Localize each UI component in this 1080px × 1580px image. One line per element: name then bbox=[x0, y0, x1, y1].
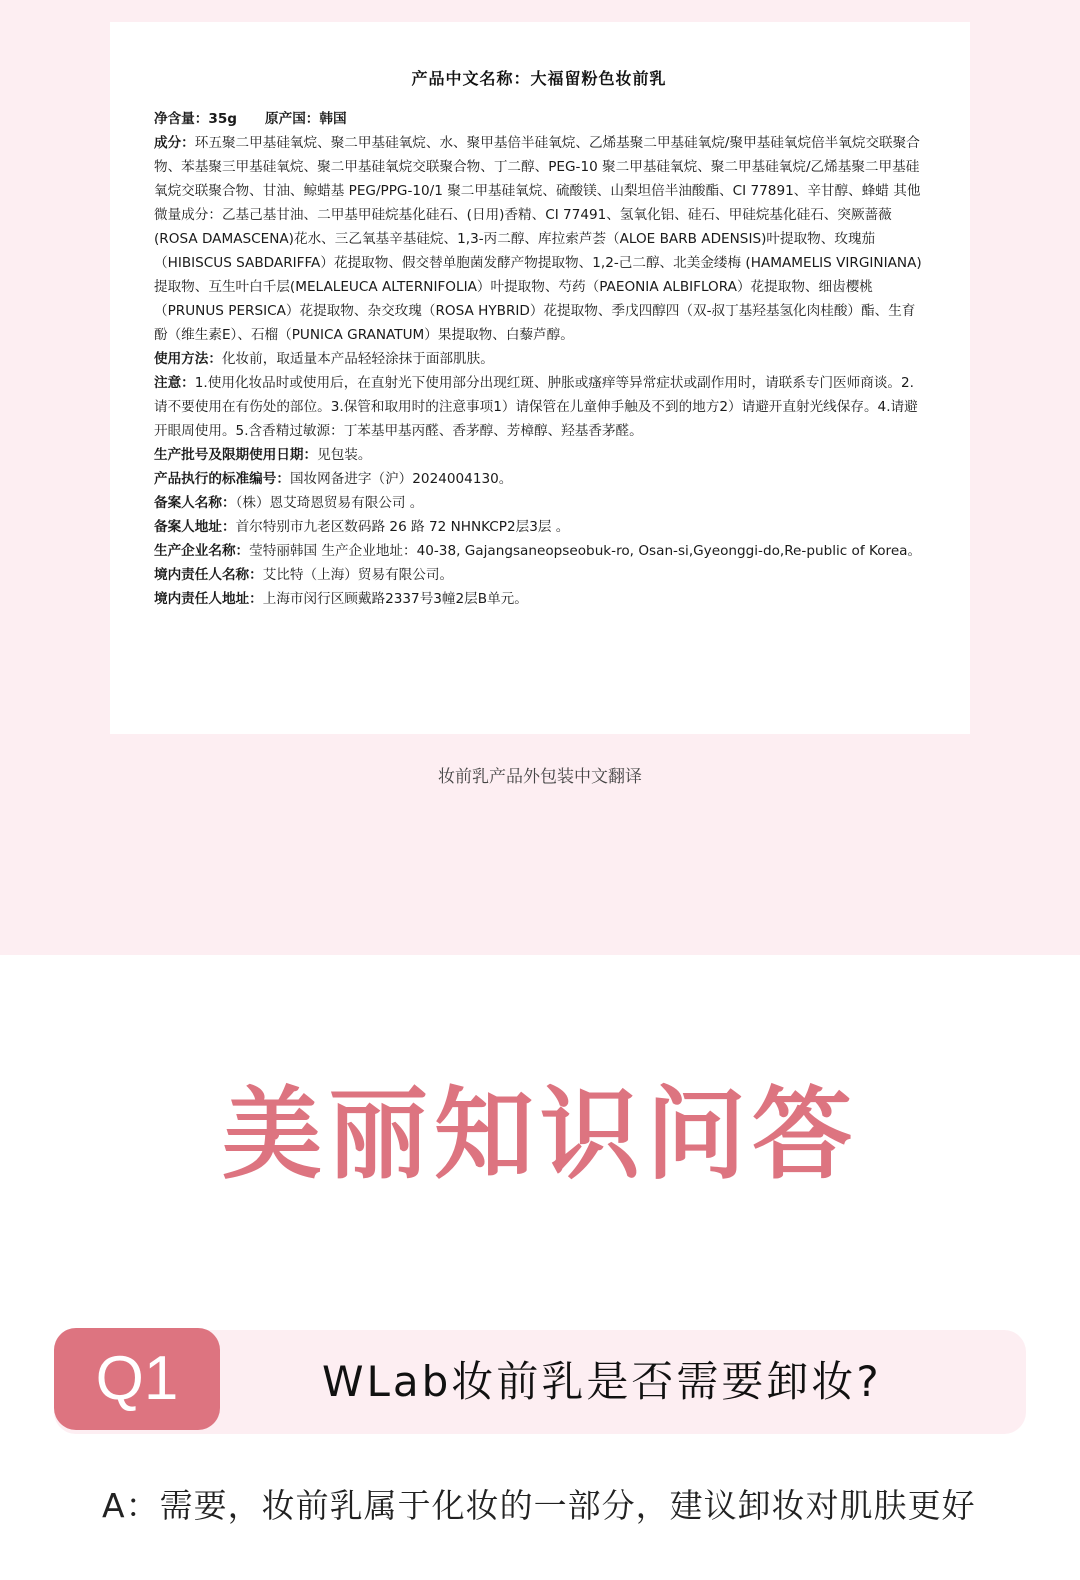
ingredients-label: 成分： bbox=[154, 135, 195, 151]
filer-address-text: 首尔特别市九老区数码路 26 路 72 NHNKCP2层3层 。 bbox=[235, 519, 570, 535]
filer-address-row bbox=[154, 515, 924, 539]
ingredients-row bbox=[154, 131, 924, 347]
standard-text: 国妆网备进字（沪）2024004130。 bbox=[289, 471, 513, 487]
filer-address-label: 备案人地址： bbox=[154, 519, 236, 535]
batch-label: 生产批号及限期使用日期： bbox=[154, 447, 318, 463]
net-content: 净含量：35g bbox=[154, 111, 238, 127]
usage-label: 使用方法： bbox=[154, 351, 222, 367]
responsible-label: 境内责任人名称： bbox=[154, 567, 263, 583]
net-origin-row bbox=[154, 107, 924, 131]
label-card bbox=[110, 22, 970, 734]
usage-text: 化妆前，取适量本产品轻轻涂抹于面部肌肤。 bbox=[221, 351, 494, 367]
responsible-row bbox=[154, 563, 924, 587]
filer-label: 备案人名称： bbox=[154, 495, 236, 511]
product-name-title: 产品中文名称：大福留粉色妆前乳 bbox=[411, 69, 667, 88]
answer-text: A：需要，妆前乳属于化妆的一部分，建议卸妆对肌肤更好 bbox=[102, 1486, 976, 1525]
maker-row bbox=[154, 539, 924, 563]
standard-row bbox=[154, 467, 924, 491]
caution-row bbox=[154, 371, 924, 443]
responsible-address-text: 上海市闵行区顾戴路2337号3幢2层B单元。 bbox=[262, 591, 528, 607]
standard-label: 产品执行的标准编号： bbox=[154, 471, 290, 487]
batch-row bbox=[154, 443, 924, 467]
qa-section-heading: 美丽知识问答 bbox=[222, 1076, 858, 1193]
ingredients-text: 环五聚二甲基硅氧烷、聚二甲基硅氧烷、水、聚甲基倍半硅氧烷、乙烯基聚二甲基硅氧烷/聚甲基硅氧烷倍半氧烷交联聚合物、苯基聚三甲基硅氧烷、聚二甲基硅氧烷交联聚合物、丁二醇、PEG-10 聚二甲基硅氧烷、聚二甲基硅氧烷/乙烯基聚二甲基硅氧烷交联聚合物、甘油、鲸蜡基 PEG/PPG-10/1 聚二甲基硅氧烷、硫酸镁、山梨坦倍半油酸酯、CI 77891、辛甘醇、蜂蜡 其他微量成分：乙基己基甘油、二甲基甲硅烷基化硅石、(日用)香精、CI 77491、氢氧化铝、硅石、甲硅烷基化硅石、突厥蔷薇(ROSA DAMASCENA)花水、三乙氧基辛基硅烷、1,3-丙二醇、库拉索芦荟（ALOE BARB ADENSIS)叶提取物、玫瑰茄（HIBISCUS SABDARIFFA）花提取物、假交替单胞菌发酵产物提取物、1,2-己二醇、北美金缕梅 (HAMAMELIS VIRGINIANA) 提取物、互生叶白千层(MELALEUCA ALTERNIFOLIA）叶提取物、芍药（PAEONIA ALBIFLORA）花提取物、细齿樱桃（PRUNUS PERSICA）花提取物、杂交玫瑰（ROSA HYBRID）花提取物、季戊四醇四（双-叔丁基羟基氢化肉桂酸）酯、生育酚（维生素E）、石榴（PUNICA GRANATUM）果提取物、白藜芦醇。 bbox=[154, 135, 922, 343]
filer-row bbox=[154, 491, 924, 515]
question-number-badge: Q1 bbox=[54, 1328, 220, 1430]
origin-country: 原产国：韩国 bbox=[265, 111, 347, 127]
caution-label: 注意： bbox=[154, 375, 195, 391]
batch-text: 见包装。 bbox=[317, 447, 372, 463]
responsible-address-label: 境内责任人地址： bbox=[154, 591, 263, 607]
responsible-text: 艾比特（上海）贸易有限公司。 bbox=[262, 567, 454, 583]
usage-row bbox=[154, 347, 924, 371]
image-caption: 妆前乳产品外包装中文翻译 bbox=[438, 767, 642, 787]
caution-text: 1.使用化妆品时或使用后，在直射光下使用部分出现红斑、肿胀或瘙痒等异常症状或副作用时，请联系专门医师商谈。2.请不要使用在有伤处的部位。3.保管和取用时的注意事项1）请保管在儿童伸手触及不到的地方2）请避开直射光线保存。4.请避开眼周使用。5.含香精过敏源：丁苯基甲基丙醛、香茅醇、芳樟醇、羟基香茅醛。 bbox=[154, 375, 918, 439]
question-text: WLab妆前乳是否需要卸妆? bbox=[322, 1357, 882, 1406]
filer-text: （株）恩艾琦恩贸易有限公司 。 bbox=[235, 495, 424, 511]
maker-label: 生产企业名称： bbox=[154, 543, 250, 559]
maker-text: 莹特丽韩国 生产企业地址：40-38, Gajangsaneopseobuk-ro, Osan-si,Gyeonggi-do,Re-public of Korea。 bbox=[249, 543, 922, 559]
responsible-address-row bbox=[154, 587, 924, 611]
